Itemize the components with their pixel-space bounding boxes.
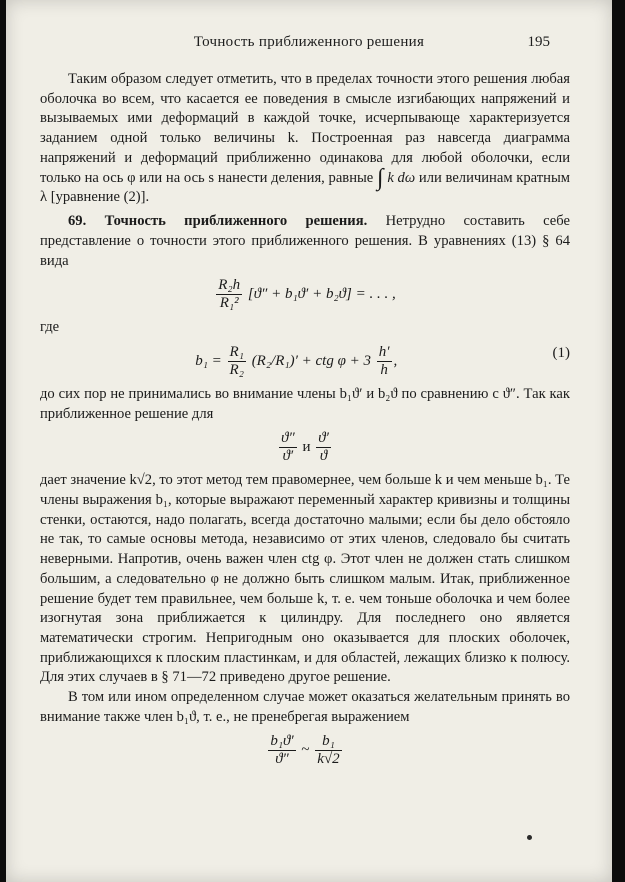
fraction-h-prime-h	[377, 344, 392, 379]
paragraph-5: В том или ином определенном случае может оказаться желательным принять во внимание также член b₁ϑ, т. е., не пренебрегая выражением	[40, 689, 570, 725]
fraction-numerator: R₁	[229, 343, 244, 360]
fraction-r1-r2	[228, 344, 246, 379]
fraction-denominator: R₁²	[219, 295, 239, 312]
fraction-denominator: ϑ″	[275, 751, 289, 768]
fraction-denominator: ϑ′	[282, 448, 294, 465]
fraction-denominator: R₂	[229, 361, 244, 378]
integral-sign: ∫	[377, 164, 384, 191]
fraction-numerator: ϑ″	[281, 430, 295, 447]
formula-13-rest: [ϑ″ + b₁ϑ′ + b₂ϑ] = . . . ,	[247, 286, 396, 303]
formula-1-lhs: b₁ =	[195, 352, 222, 369]
paragraph-1-end: или величинам кратным λ [уравнение (2)].	[40, 169, 571, 206]
paragraph-3: до сих пор не принимались во внимание члены b₁ϑ′ и b₂ϑ по сравнению с ϑ″. Так как приближенное решение для	[40, 385, 570, 422]
formula-13	[40, 277, 570, 312]
page-number: 195	[527, 34, 550, 50]
formula-1: b₁ = $\frac{\text{R₁}}{\text{R₂}}$ (R₂/R₁)′ + ctg φ + 3 $\frac{h'}{h}$ , (1)	[195, 343, 570, 378]
print-mark	[527, 835, 532, 840]
fraction-theta2-theta1	[279, 430, 297, 465]
fraction-denominator: h	[380, 361, 388, 378]
formula-1-mid: (R₂/R₁)′ + ctg φ + 3	[251, 352, 371, 369]
fraction-numerator: ϑ′	[318, 430, 329, 447]
fraction-numerator: b₁	[315, 733, 341, 751]
running-header	[6, 34, 612, 54]
formula-ratios	[40, 430, 570, 465]
fraction-b1-k-sqrt2	[315, 733, 341, 768]
section-number: 69.	[68, 213, 87, 230]
similar-sign: ~	[301, 742, 310, 759]
fraction-numerator: R₂h	[218, 277, 241, 294]
fraction-numerator: h′	[378, 343, 390, 360]
and-word: и	[302, 439, 311, 456]
formula-estimate	[40, 733, 570, 768]
fraction-denominator: ϑ	[319, 448, 328, 465]
paragraph-1	[40, 70, 570, 208]
paragraph-2-text: Нетрудно составить себе представление о точности этого приближенного решения. В уравнениях (13) § 64 вида	[40, 213, 570, 269]
fraction-theta1-theta	[316, 430, 331, 465]
fraction-r2h-r1	[216, 277, 242, 312]
equation-number: (1)	[552, 344, 570, 361]
paragraph-2	[40, 212, 570, 271]
fraction-b1theta-theta2	[268, 733, 295, 768]
running-title: Точность приближенного решения	[193, 34, 425, 50]
fraction-denominator: k√2	[317, 751, 340, 768]
book-page	[6, 0, 612, 882]
paragraph-4: дает значение k√2, то этот метод тем правомернее, чем больше k и чем меньше b₁. Те члены выражения b₁, которые выражают переменный характер кривизны и толщины стенки, остаются, надо полагать, всегда достаточно малыми; если бы дело обстояло не так, то самые основы метода, независимо от этих членов, следовало бы считать неверными. Напротив, очень важен член ctg φ. Этот член не должен стать слишком большим, а следовательно φ не должно быть слишком малым. Итак, приближенное решение будет тем правильнее, чем больше k, т. е. чем тоньше оболочка и чем более изогнутая зона приближается к цилиндру. Для последнего оно является математически строгим. Непригодным оно оказывается для плоских оболочек, приближающихся к плоским пластинкам, и для областей, лежащих близко к полюсу. Для этих случаев в § 71—72 приведено другое решение.	[40, 472, 570, 686]
section-title: Точность приближенного решения.	[104, 213, 368, 230]
where-word: где	[40, 319, 60, 336]
page-body	[40, 70, 570, 774]
paragraph-1-text: Таким образом следует отметить, что в пределах точности этого решения любая оболочка во всем, что касается ее поведения в смысле изгибающих напряжений и вызываемых ими деформаций в каждой точке, исчерпывающе характеризуется заданием одной только величины k. Построенная раз навсегда диаграмма напряжений и деформаций приближенно одинакова для любой оболочки, если только на ось φ или на ось s нанести деления, равные	[40, 71, 570, 186]
fraction-numerator: b₁ϑ′	[270, 733, 294, 750]
integral-expr: k dω	[387, 169, 416, 186]
